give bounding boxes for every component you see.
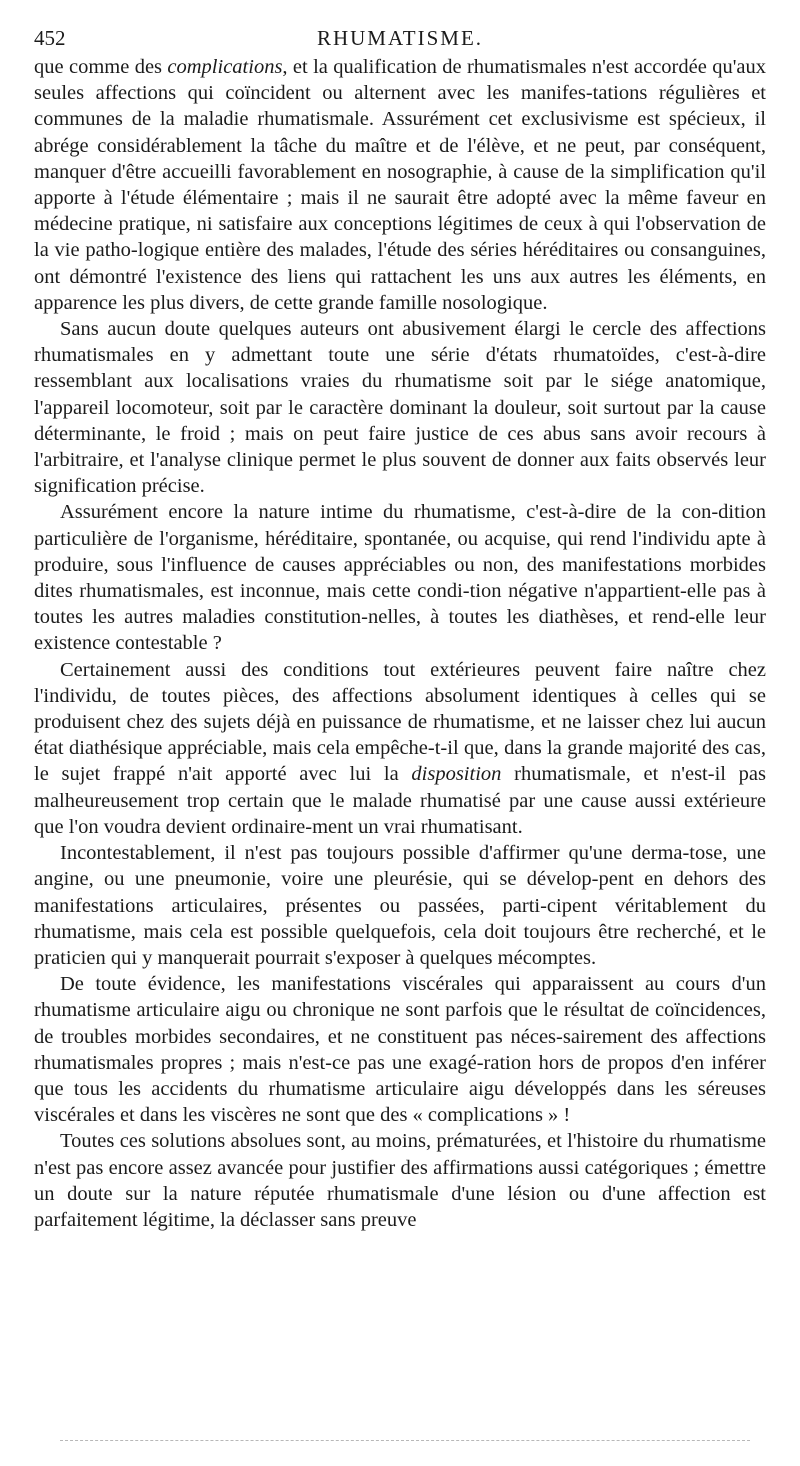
paragraph bbox=[34, 657, 766, 840]
text-run: Incontestablement, il n'est pas toujours possible d'affirmer qu'une derma-tose, une angine, ou une pneumonie, voire une pleurésie, qui se dévelop-pent en dehors des manifestations articulaires, présentes ou passées, parti-cipent véritablement du rhumatisme, mais cela est possible quelquefois, cela doit toujours être recherché, et le praticien qui y manquerait pourrait s'exposer à quelques mécomptes. bbox=[34, 842, 766, 969]
paragraph bbox=[34, 971, 766, 1128]
text-run: que comme des bbox=[34, 56, 168, 78]
page-number: 452 bbox=[34, 26, 66, 50]
paragraph bbox=[34, 54, 766, 316]
paragraph bbox=[34, 1128, 766, 1233]
running-title: RHUMATISME. bbox=[316, 26, 484, 50]
italic-text: disposition bbox=[411, 763, 502, 786]
running-head bbox=[34, 22, 766, 54]
paragraph bbox=[34, 316, 766, 499]
italic-text: complications bbox=[167, 56, 283, 78]
text-run: Toutes ces solutions absolues sont, au moins, prématurées, et l'histoire du rhumatisme n'est pas encore assez avancée pour justifier des affirmations aussi catégoriques ; émettre un doute sur la nature réputée rhumatismale d'une lésion ou d'une affection est parfaitement légitime, la déclasser sans preuve bbox=[34, 1130, 766, 1231]
text-run: De toute évidence, les manifestations viscérales qui apparaissent au cours d'un rhumatisme articulaire aigu ou chronique ne sont parfois que le résultat de coïncidences, de troubles morbides secondaires, et ne constituent pas néces-sairement des affections rhumatismales propres ; mais n'est-ce pas une exagé-ration hors de propos d'en inférer que tous les accidents du rhumatisme articulaire aigu développés dans les séreuses viscérales et dans les viscères ne sont que des « complications » ! bbox=[34, 973, 766, 1127]
body-text bbox=[34, 54, 766, 1233]
text-run: rhumatismale, et n'est-il pas malheureusement trop certain que le malade rhumatisé par une cause aussi extérieure que l'on voudra devient ordinaire-ment un vrai rhumatisant. bbox=[34, 763, 766, 838]
paragraph bbox=[34, 840, 766, 971]
text-run: Assurément encore la nature intime du rhumatisme, c'est-à-dire de la con-dition particulière de l'organisme, héréditaire, spontanée, ou acquise, qui rend l'individu apte à produire, sous l'influence de causes appréciables ou non, des manifestations morbides dites rhumatismales, est inconnue, mais cette condi-tion négative n'appartient-elle pas à toutes les autres maladies constitution-nelles, à toutes les diathèses, et rend-elle leur existence contestable ? bbox=[34, 501, 766, 655]
paragraph bbox=[34, 499, 766, 656]
book-page bbox=[34, 22, 766, 1233]
text-run: , et la qualification de rhumatismales n'est accordée qu'aux seules affections qui coïncident ou alternent avec les manifes-tations régulières et communes de la maladie rhumatismale. Assurément cet exclusivisme est spécieux, il abrége considérablement la tâche du maître et de l'élève, et ne peut, par conséquent, manquer d'être accueilli favorablement en nosographie, à cause de la simplification qu'il apporte à l'étude élémentaire ; mais il ne saurait être adopté avec la même faveur en médecine pratique, ni satisfaire aux conceptions légitimes de ceux à qui l'observation de la vie patho-logique entière des malades, l'étude des séries héréditaires ou consanguines, ont démontré l'existence des liens qui rattachent les uns aux autres les éléments, en apparence les plus divers, de cette grande famille nosologique. bbox=[34, 56, 766, 314]
text-run: Sans aucun doute quelques auteurs ont abusivement élargi le cercle des affections rhumatismales en y admettant toute une série d'états rhumatoïdes, c'est-à-dire ressemblant aux localisations vraies du rhumatisme soit par le siége anatomique, l'appareil locomoteur, soit par le caractère dominant la douleur, soit surtout par la cause déterminante, le froid ; mais on peut faire justice de ces abus sans avoir recours à l'arbitraire, et l'analyse clinique permet le plus souvent de donner aux faits observés leur signification précise. bbox=[34, 318, 766, 498]
bottom-rule bbox=[60, 1440, 750, 1441]
text-run: Certainement aussi des conditions tout extérieures peuvent faire naître chez l'individu, de toutes pièces, des affections absolument identiques à celles qui se produisent chez des sujets déjà en puissance de rhumatisme, et ne laisser chez lui aucun état diathésique appréciable, mais cela empêche-t-il que, dans la grande majorité des cas, le sujet frappé n'ait apporté avec lui la bbox=[34, 658, 766, 786]
